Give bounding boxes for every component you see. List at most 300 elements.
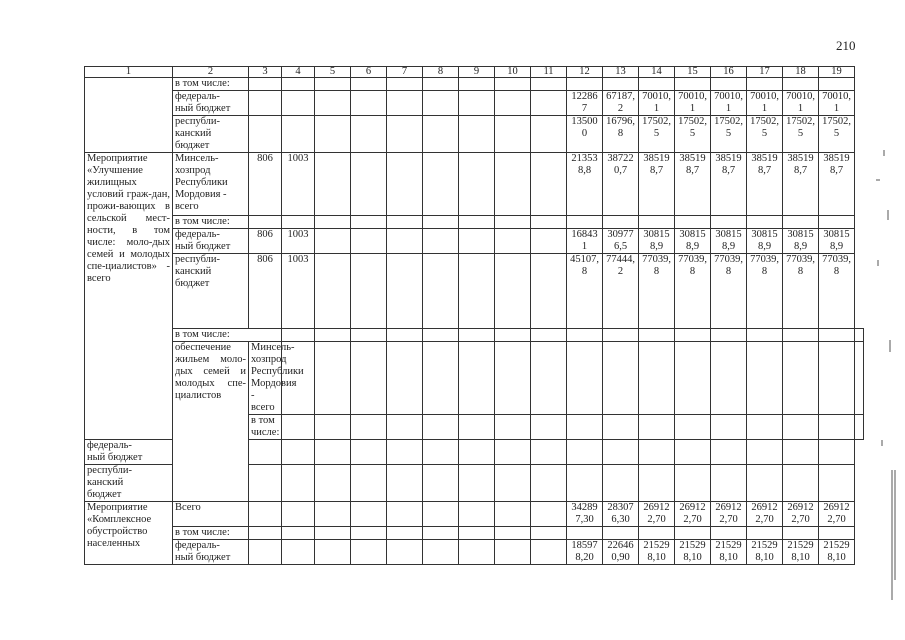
empty-cell (351, 415, 387, 440)
code-cell (249, 91, 282, 116)
value-cell (747, 440, 783, 465)
empty-cell (423, 465, 459, 502)
empty-cell (459, 329, 495, 342)
empty-cell (531, 153, 567, 216)
code-cell (282, 91, 315, 116)
empty-cell (387, 91, 423, 116)
empty-cell (423, 153, 459, 216)
value-cell (783, 78, 819, 91)
empty-cell (459, 91, 495, 116)
value-cell (855, 415, 864, 440)
measure-name: Мероприятие «Улучшение жилищных условий граж-дан, прожи-вающих в сельской мест-ности, в том числе: моло-дых семей и молодых спе-циалистов» - всего (85, 153, 173, 440)
value-cell: 70010, 1 (639, 91, 675, 116)
code-cell (282, 440, 315, 465)
empty-cell (495, 540, 531, 565)
empty-cell (387, 216, 423, 229)
value-cell: 38722 0,7 (603, 153, 639, 216)
value-cell: 77039, 8 (675, 254, 711, 329)
header-cell: 10 (495, 67, 531, 78)
empty-cell (351, 229, 387, 254)
value-cell (819, 527, 855, 540)
empty-cell (459, 153, 495, 216)
value-cell (819, 465, 855, 502)
code-cell (282, 465, 315, 502)
source-cell: Минсель- хозпрод Республики Мордовия - всего (173, 153, 249, 216)
value-cell: 30815 8,9 (783, 229, 819, 254)
value-cell: 21353 8,8 (567, 153, 603, 216)
value-cell (675, 527, 711, 540)
value-cell (747, 216, 783, 229)
value-cell: 30815 8,9 (747, 229, 783, 254)
source-cell: федераль- ный бюджет (173, 540, 249, 565)
empty-cell (495, 329, 531, 342)
value-cell: 21529 8,10 (675, 540, 711, 565)
empty-cell (351, 329, 387, 342)
empty-cell (423, 229, 459, 254)
code-cell (282, 216, 315, 229)
empty-cell (315, 329, 351, 342)
measure-name: Мероприятие «Комплексное обустройство населенных (85, 502, 173, 565)
table-row (85, 216, 864, 229)
empty-cell (531, 216, 567, 229)
empty-cell (351, 254, 387, 329)
empty-cell (495, 153, 531, 216)
value-cell (675, 440, 711, 465)
value-cell: 30815 8,9 (675, 229, 711, 254)
empty-cell (315, 153, 351, 216)
value-cell (567, 465, 603, 502)
empty-cell (315, 440, 351, 465)
empty-cell (495, 216, 531, 229)
empty-cell (495, 527, 531, 540)
code-cell: 806 (249, 254, 282, 329)
empty-cell (531, 465, 567, 502)
empty-cell (351, 540, 387, 565)
source-cell: федераль- ный бюджет (173, 91, 249, 116)
empty-cell (531, 116, 567, 153)
empty-cell (495, 116, 531, 153)
value-cell: 26912 2,70 (639, 502, 675, 527)
empty-cell (423, 527, 459, 540)
value-cell: 77039, 8 (819, 254, 855, 329)
table-row (85, 153, 864, 216)
header-cell: 6 (351, 67, 387, 78)
empty-cell (459, 342, 495, 415)
measure-name (85, 78, 173, 153)
empty-cell (387, 465, 423, 502)
code-cell: 1003 (282, 229, 315, 254)
empty-cell (531, 78, 567, 91)
value-cell (603, 527, 639, 540)
empty-cell (459, 527, 495, 540)
empty-cell (387, 254, 423, 329)
empty-cell (531, 502, 567, 527)
code-cell: 806 (249, 229, 282, 254)
empty-cell (315, 527, 351, 540)
header-cell: 18 (783, 67, 819, 78)
table-row (85, 116, 864, 153)
empty-cell (495, 229, 531, 254)
source-cell: федераль- ный бюджет (85, 440, 173, 465)
empty-cell (531, 527, 567, 540)
header-cell: 15 (675, 67, 711, 78)
value-cell: 30815 8,9 (711, 229, 747, 254)
empty-cell (459, 540, 495, 565)
header-cell: 2 (173, 67, 249, 78)
value-cell (711, 78, 747, 91)
value-cell (567, 527, 603, 540)
value-cell (639, 78, 675, 91)
value-cell: 21529 8,10 (783, 540, 819, 565)
value-cell: 26912 2,70 (783, 502, 819, 527)
code-cell (249, 465, 282, 502)
empty-cell (387, 78, 423, 91)
value-cell (675, 415, 711, 440)
value-cell (747, 465, 783, 502)
header-cell: 14 (639, 67, 675, 78)
header-cell: 13 (603, 67, 639, 78)
value-cell (675, 78, 711, 91)
value-cell (783, 465, 819, 502)
empty-cell (567, 415, 603, 440)
source-cell: в том числе: (173, 78, 249, 91)
empty-cell (351, 216, 387, 229)
value-cell (603, 440, 639, 465)
empty-cell (459, 216, 495, 229)
empty-cell (747, 329, 783, 342)
value-cell: 17502, 5 (711, 116, 747, 153)
empty-cell (531, 342, 567, 415)
value-cell: 26912 2,70 (711, 502, 747, 527)
empty-cell (387, 116, 423, 153)
empty-cell (459, 229, 495, 254)
value-cell: 18597 8,20 (567, 540, 603, 565)
value-cell (567, 216, 603, 229)
value-cell (639, 527, 675, 540)
code-cell (249, 527, 282, 540)
empty-cell (495, 342, 531, 415)
empty-cell (423, 329, 459, 342)
table-row (85, 229, 864, 254)
source-cell: в том числе: (173, 527, 249, 540)
header-cell: 9 (459, 67, 495, 78)
value-cell: 38519 8,7 (711, 153, 747, 216)
empty-cell (351, 91, 387, 116)
header-cell: 17 (747, 67, 783, 78)
value-cell (783, 342, 819, 415)
empty-cell (387, 415, 423, 440)
code-cell: 1003 (282, 254, 315, 329)
value-cell (567, 440, 603, 465)
value-cell (603, 342, 639, 415)
empty-cell (639, 329, 675, 342)
empty-cell (351, 78, 387, 91)
empty-cell (495, 254, 531, 329)
empty-cell (315, 502, 351, 527)
value-cell: 70010, 1 (711, 91, 747, 116)
value-cell (747, 342, 783, 415)
value-cell: 17502, 5 (675, 116, 711, 153)
empty-cell (387, 342, 423, 415)
value-cell: 45107, 8 (567, 254, 603, 329)
header-cell: 16 (711, 67, 747, 78)
value-cell: 26912 2,70 (675, 502, 711, 527)
code-cell: 806 (249, 153, 282, 216)
source-cell: Всего (173, 502, 249, 527)
empty-cell (531, 415, 567, 440)
value-cell (819, 415, 855, 440)
empty-cell (459, 415, 495, 440)
code-cell (249, 216, 282, 229)
value-cell: 34289 7,30 (567, 502, 603, 527)
value-cell: 70010, 1 (783, 91, 819, 116)
value-cell (639, 415, 675, 440)
value-cell: 17502, 5 (819, 116, 855, 153)
code-cell (282, 116, 315, 153)
empty-cell (459, 465, 495, 502)
value-cell (639, 465, 675, 502)
code-cell: 1003 (282, 153, 315, 216)
value-cell (747, 78, 783, 91)
code-cell (249, 116, 282, 153)
empty-cell (315, 229, 351, 254)
value-cell (675, 342, 711, 415)
empty-cell (711, 329, 747, 342)
source-cell: Минсель- хозпрод Республики Мордовия - всего (249, 342, 282, 415)
value-cell: 22646 0,90 (603, 540, 639, 565)
header-cell: 5 (315, 67, 351, 78)
empty-cell (315, 540, 351, 565)
empty-cell (819, 329, 855, 342)
table-row (85, 329, 864, 342)
row-label: в том числе: (173, 329, 282, 342)
empty-cell (423, 78, 459, 91)
value-cell: 70010, 1 (675, 91, 711, 116)
empty-cell (495, 78, 531, 91)
table-row (85, 342, 864, 415)
value-cell (783, 527, 819, 540)
value-cell (819, 78, 855, 91)
empty-cell (495, 440, 531, 465)
value-cell: 21529 8,10 (819, 540, 855, 565)
code-cell (315, 342, 351, 415)
table-row (85, 78, 864, 91)
header-cell: 11 (531, 67, 567, 78)
value-cell: 26912 2,70 (747, 502, 783, 527)
empty-cell (351, 465, 387, 502)
value-cell: 16843 1 (567, 229, 603, 254)
empty-cell (567, 329, 603, 342)
value-cell: 30815 8,9 (639, 229, 675, 254)
table-row (85, 254, 864, 329)
empty-cell (423, 502, 459, 527)
value-cell (603, 216, 639, 229)
empty-cell (459, 254, 495, 329)
value-cell: 21529 8,10 (747, 540, 783, 565)
empty-cell (603, 329, 639, 342)
code-cell (282, 415, 315, 440)
header-cell: 7 (387, 67, 423, 78)
value-cell (711, 216, 747, 229)
source-cell: республи- канский бюджет (85, 465, 173, 502)
empty-cell (282, 329, 315, 342)
value-cell: 12286 7 (567, 91, 603, 116)
code-cell (282, 78, 315, 91)
empty-cell (351, 502, 387, 527)
page-number: 210 (836, 38, 856, 53)
empty-cell (459, 440, 495, 465)
table-row (85, 91, 864, 116)
code-cell (249, 502, 282, 527)
value-cell: 13500 0 (567, 116, 603, 153)
header-cell: 1 (85, 67, 173, 78)
empty-cell (351, 116, 387, 153)
empty-cell (783, 329, 819, 342)
source-cell: республи- канский бюджет (173, 116, 249, 153)
source-cell: в том числе: (173, 216, 249, 229)
value-cell (819, 440, 855, 465)
table-row (85, 502, 864, 527)
value-cell (603, 465, 639, 502)
empty-cell (423, 440, 459, 465)
value-cell: 70010, 1 (819, 91, 855, 116)
empty-cell (495, 502, 531, 527)
empty-cell (315, 78, 351, 91)
value-cell (819, 216, 855, 229)
source-cell: в том числе: (249, 415, 282, 440)
empty-cell (423, 91, 459, 116)
value-cell (567, 78, 603, 91)
value-cell: 30815 8,9 (819, 229, 855, 254)
header-cell: 4 (282, 67, 315, 78)
value-cell (819, 342, 855, 415)
value-cell: 38519 8,7 (783, 153, 819, 216)
value-cell: 77039, 8 (747, 254, 783, 329)
empty-cell (423, 254, 459, 329)
value-cell: 38519 8,7 (747, 153, 783, 216)
empty-cell (351, 342, 387, 415)
value-cell: 30977 6,5 (603, 229, 639, 254)
value-cell: 77039, 8 (711, 254, 747, 329)
empty-cell (495, 415, 531, 440)
header-cell: 19 (819, 67, 855, 78)
value-cell (639, 342, 675, 415)
empty-cell (531, 91, 567, 116)
empty-cell (387, 229, 423, 254)
header-cell: 12 (567, 67, 603, 78)
code-cell (249, 440, 282, 465)
empty-cell (495, 91, 531, 116)
value-cell (639, 216, 675, 229)
value-cell: 38519 8,7 (819, 153, 855, 216)
value-cell (711, 527, 747, 540)
empty-cell (459, 502, 495, 527)
table-row (85, 540, 864, 565)
code-cell (249, 78, 282, 91)
empty-cell (315, 465, 351, 502)
empty-cell (387, 540, 423, 565)
empty-cell (387, 153, 423, 216)
empty-cell (387, 527, 423, 540)
value-cell: 38519 8,7 (639, 153, 675, 216)
empty-cell (315, 91, 351, 116)
code-cell (282, 540, 315, 565)
empty-cell (387, 502, 423, 527)
empty-cell (423, 342, 459, 415)
empty-cell (387, 440, 423, 465)
header-cell: 3 (249, 67, 282, 78)
empty-cell (855, 329, 864, 342)
value-cell: 77039, 8 (639, 254, 675, 329)
value-cell: 77039, 8 (783, 254, 819, 329)
value-cell: 28307 6,30 (603, 502, 639, 527)
empty-cell (423, 540, 459, 565)
header-cell: 8 (423, 67, 459, 78)
value-cell (783, 440, 819, 465)
scan-edge-marks (870, 140, 900, 620)
code-cell (315, 415, 351, 440)
empty-cell (531, 229, 567, 254)
empty-cell (495, 465, 531, 502)
empty-cell (351, 153, 387, 216)
value-cell (711, 342, 747, 415)
empty-cell (423, 116, 459, 153)
empty-cell (675, 329, 711, 342)
value-cell: 21529 8,10 (711, 540, 747, 565)
code-cell (282, 502, 315, 527)
value-cell: 16796, 8 (603, 116, 639, 153)
value-cell (783, 415, 819, 440)
value-cell (675, 216, 711, 229)
value-cell (711, 440, 747, 465)
value-cell: 17502, 5 (747, 116, 783, 153)
value-cell: 77444, 2 (603, 254, 639, 329)
value-cell (711, 415, 747, 440)
empty-cell (531, 254, 567, 329)
value-cell (747, 415, 783, 440)
empty-cell (531, 440, 567, 465)
empty-cell (459, 78, 495, 91)
value-cell: 38519 8,7 (675, 153, 711, 216)
empty-cell (315, 216, 351, 229)
value-cell: 70010, 1 (747, 91, 783, 116)
value-cell: 21529 8,10 (639, 540, 675, 565)
empty-cell (315, 254, 351, 329)
value-cell (675, 465, 711, 502)
empty-cell (459, 116, 495, 153)
source-cell: федераль- ный бюджет (173, 229, 249, 254)
value-cell (711, 465, 747, 502)
source-cell: республи- канский бюджет (173, 254, 249, 329)
value-cell (747, 527, 783, 540)
value-cell (855, 342, 864, 415)
empty-cell (531, 329, 567, 342)
value-cell (603, 415, 639, 440)
value-cell: 17502, 5 (639, 116, 675, 153)
code-cell (282, 527, 315, 540)
value-cell (639, 440, 675, 465)
value-cell: 26912 2,70 (819, 502, 855, 527)
measure-name: обеспечение жильем моло-дых семей и молодых спе-циалистов (173, 342, 249, 502)
code-cell (249, 540, 282, 565)
empty-cell (423, 216, 459, 229)
header-row (85, 67, 864, 78)
empty-cell (531, 540, 567, 565)
table-row (85, 527, 864, 540)
value-cell (603, 78, 639, 91)
empty-cell (567, 342, 603, 415)
empty-cell (387, 329, 423, 342)
